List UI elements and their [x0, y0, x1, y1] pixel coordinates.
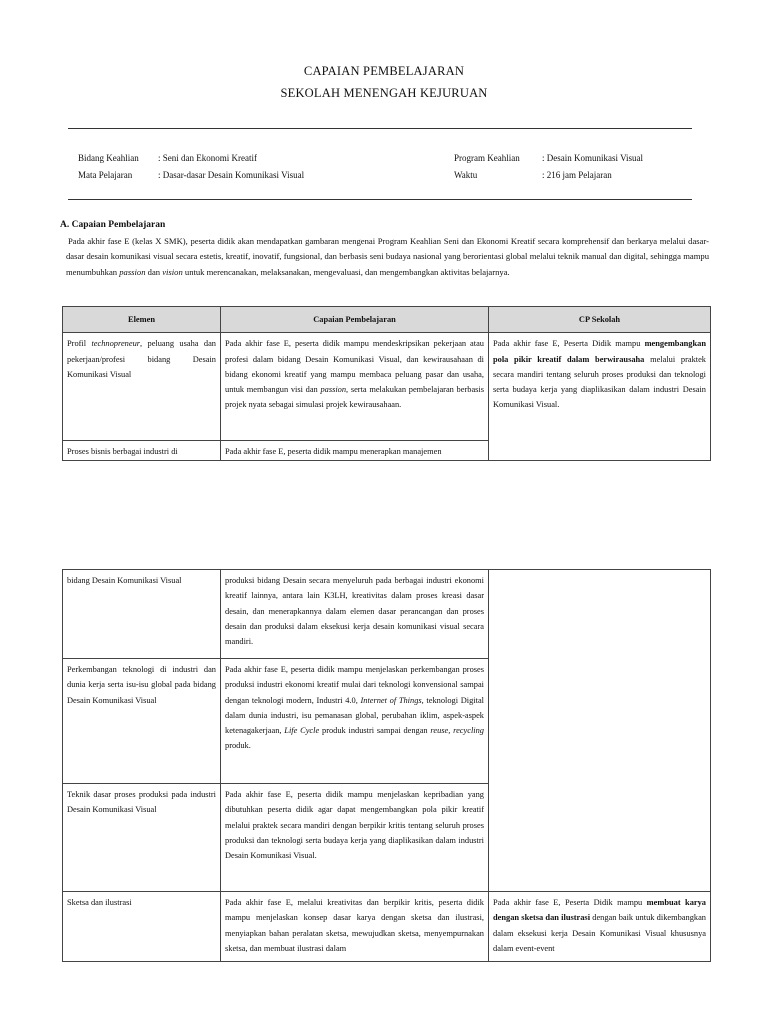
table-row: [63, 892, 711, 962]
p2-row4-sekolah-c: dengan baik untuk dikembangkan dalam eksekusi kerja Desain Komunikasi Visual khususnya dalam event-event: [493, 913, 706, 953]
p2-row2-cp-c: produk industri sampai dengan: [319, 726, 431, 736]
row1-sekolah-bold: mengembangkan pola pikir kreatif dalam berwirausaha: [493, 339, 706, 364]
intro-text-2: untuk merencanakan, melaksanakan, mengevaluasi, dan mengembangkan aktivitas belajarnya.: [182, 266, 510, 277]
bidang-value: : Seni dan Ekonomi Kreatif: [158, 153, 257, 163]
row1-cp-a: Pada akhir fase E, peserta didik mampu mendeskripsikan pekerjaan atau profesi dalam bidang Desain Komunikasi Visual, dan kewirausahaan di bidang ekonomi kreatif yang mampu membaca peluang pasar dan usaha, untuk membangun visi dan: [225, 339, 484, 395]
row1-elemen-italic: technopreneur: [91, 339, 141, 349]
row1-cp-italic: passion: [320, 385, 347, 395]
intro-dan: dan: [145, 266, 163, 277]
table-row: [63, 333, 711, 441]
intro-vision: vision: [162, 266, 183, 277]
header-divider-top: [68, 128, 692, 129]
header-cp-sekolah: CP Sekolah: [489, 307, 711, 333]
page-title-line1: CAPAIAN PEMBELAJARAN: [303, 64, 465, 78]
p2-row4-sekolah-a: Pada akhir fase E, Peserta Didik mampu: [493, 898, 647, 907]
p2-row4-cp-text: Pada akhir fase E, melalui kreativitas dan berpikir kritis, peserta didik mampu menjelaskan konsep dasar karya dengan sketsa dan ilustrasi, menyiapkan bahan peralatan sketsa, mewujudkan sketsa, menyempurnakan sketsa, dan membuat ilustrasi dalam: [225, 898, 484, 953]
page-title-line2: SEKOLAH MENENGAH KEJURUAN: [280, 86, 488, 100]
table-row: [63, 570, 711, 659]
header-divider-bottom: [68, 199, 692, 200]
intro-passion: passion: [119, 266, 146, 277]
p2-row4-sekolah-text: [493, 895, 706, 957]
bidang-label: Bidang Keahlian: [78, 153, 139, 163]
p2-row2-cp-iot: Internet of Things: [360, 695, 422, 705]
cp-table-page2: [62, 569, 711, 962]
cp-table-page1: [62, 306, 711, 461]
p2-row2-elemen: Perkembangan teknologi di industri dan dunia kerja serta isu-isu global pada bidang Desain Komunikasi Visual: [63, 659, 221, 784]
p2-row4-sekolah-bold: membuat karya dengan sketsa dan ilustrasi: [493, 898, 706, 923]
p2-row3-elemen: Teknik dasar proses produksi pada industri Desain Komunikasi Visual: [63, 784, 221, 892]
row1-sekolah-c: melalui praktek secara mandiri tentang seluruh proses produksi dan teknologi serta budaya kerja yang diaplikasikan dalam industri Desain Komunikasi Visual.: [493, 354, 706, 410]
header-capaian: Capaian Pembelajaran: [221, 307, 489, 333]
intro-text-1: Pada akhir fase E (kelas X SMK), peserta didik akan mendapatkan gambaran mengenai Program Keahlian Seni dan Ekonomi Kreatif secara komprehensif dan berkarya melalui dasar-dasar desain komunikasi visual secara estetis, kreatif, inovatif, fungsional, dan berbasis seni budaya nasional yang berorientasi global melalui teknik manual dan digital, sehingga mampu menumbuhkan: [66, 236, 709, 277]
header-elemen: Elemen: [63, 307, 221, 333]
p2-cp-sekolah-empty: [489, 570, 711, 892]
row1-cp-sekolah: [489, 333, 711, 461]
row1-sekolah-a: Pada akhir fase E, Peserta Didik mampu: [493, 339, 645, 349]
p2-row2-cp-lifecycle: Life Cycle: [284, 726, 320, 736]
row2-elemen-text: Proses bisnis berbagai industri di: [67, 447, 178, 457]
mapel-value: : Dasar-dasar Desain Komunikasi Visual: [158, 170, 305, 180]
p2-row4-cp-sekolah: [489, 892, 711, 962]
row1-capaian: [221, 333, 489, 441]
row1-cp-b: , serta melakukan pembelajaran berbasis projek nyata sebagai simulasi projek kewirausahaan.: [225, 385, 484, 410]
waktu-label: Waktu: [454, 170, 478, 180]
program-value: : Desain Komunikasi Visual: [542, 153, 644, 163]
p2-row4-elemen: Sketsa dan ilustrasi: [63, 892, 221, 962]
row1-elemen-a: Profil: [67, 339, 92, 349]
section-a-heading: A. Capaian Pembelajaran: [60, 220, 166, 230]
row2-capaian: [221, 441, 489, 461]
p2-row3-capaian: Pada akhir fase E, peserta didik mampu menjelaskan kepribadian yang dibutuhkan peserta didik agar dapat mengembangkan pola pikir kreatif melalui praktek secara mandiri dengan berpikir kritis tentang seluruh proses produksi dan teknologi serta budaya kerja yang diaplikasikan dalam industri Desain Komunikasi Visual.: [221, 784, 489, 892]
p2-row1-capaian: produksi bidang Desain secara menyeluruh pada berbagai industri ekonomi kreatif lainnya, antara lain K3LH, kreativitas dalam proses kreasi dasar desain, dan menerapkannya dalam elemen dasar perancangan dan proses desain dan produksi dalam eksekusi kerja desain komunikasi visual secara mandiri.: [221, 570, 489, 659]
p2-row4-capaian: [221, 892, 489, 962]
p2-row2-cp-a: Pada akhir fase E, peserta didik mampu menjelaskan perkembangan proses produksi industri ekonomi kreatif mulai dari teknologi konvensional sampai dengan teknologi modern, Industri 4.0,: [225, 665, 484, 705]
waktu-value: : 216 jam Pelajaran: [542, 170, 612, 180]
row1-elemen-b: , peluang usaha dan pekerjaan/profesi bidang Desain Komunikasi Visual: [67, 339, 216, 379]
table-header-row: [63, 307, 711, 333]
program-label: Program Keahlian: [454, 153, 520, 163]
mapel-label: Mata Pelajaran: [78, 170, 133, 180]
section-a-intro: [66, 234, 709, 280]
p2-row2-capaian: [221, 659, 489, 784]
row1-elemen: [63, 333, 221, 441]
p2-row2-cp-b: , teknologi Digital dalam dunia industri, isu pemanasan global, perubahan iklim, aspek-aspek ketenagakerjaan,: [225, 695, 484, 736]
row2-elemen: [63, 441, 221, 461]
row2-cp-text: Pada akhir fase E, peserta didik mampu menerapkan manajemen: [225, 447, 442, 457]
p2-row2-cp-reuse: reuse, recycling: [430, 726, 484, 736]
p2-row1-elemen: bidang Desain Komunikasi Visual: [63, 570, 221, 659]
p2-row2-cp-d: produk.: [225, 741, 251, 751]
